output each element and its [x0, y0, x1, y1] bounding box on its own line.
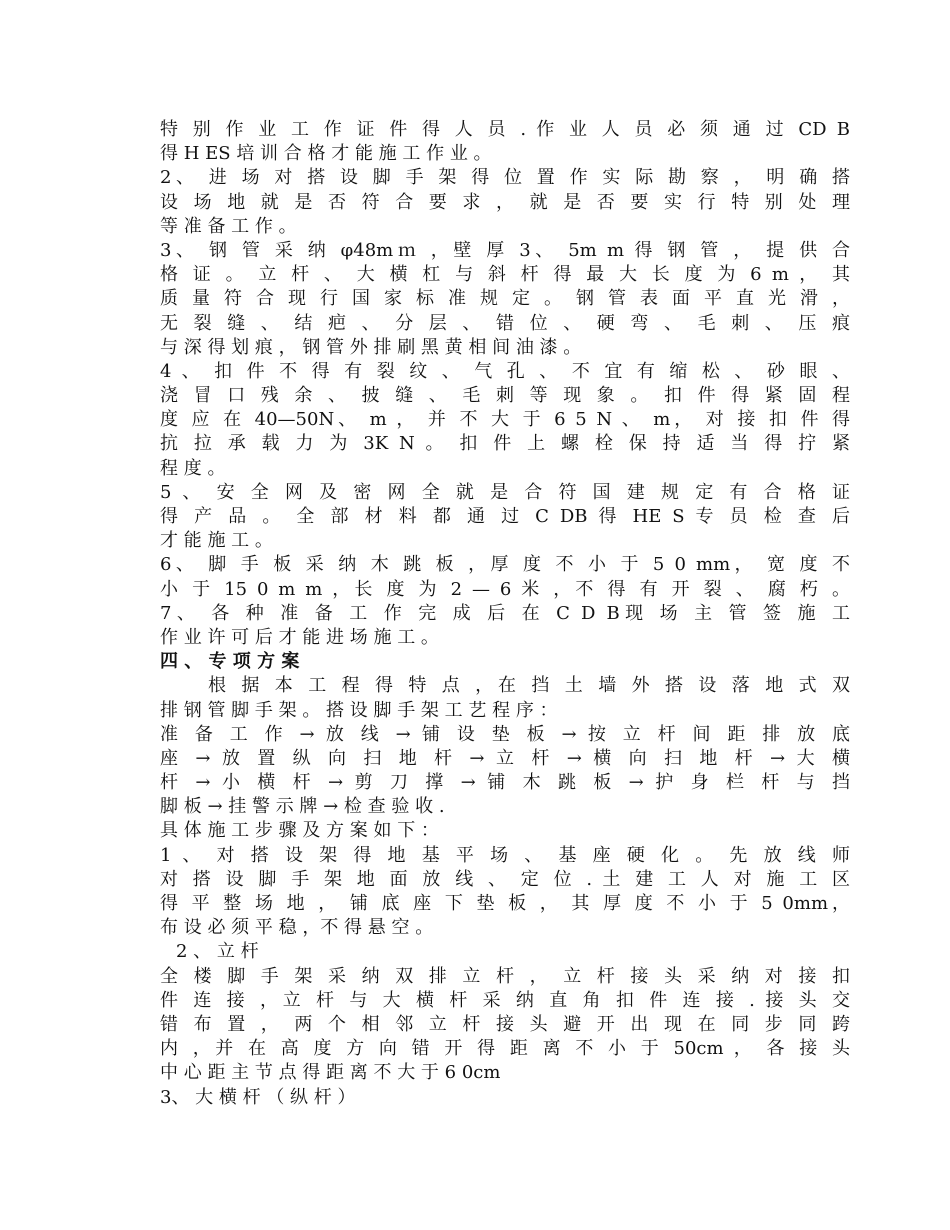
paragraph-line: 件 连 接 ，立 杆 与 大 横 杆 采 纳 直 角 扣 件 连 接 . 接 头 交 [160, 989, 850, 1011]
subsection-heading: 3、 大 横 杆 （ 纵 杆 ） [160, 1086, 356, 1108]
paragraph-line: 6、 脚 手 板 采 纳 木 跳 板 ，厚 度 不 小 于 5 0 mm， 宽 度 不 [160, 554, 850, 576]
paragraph-line: 对 搭 设 脚 手 架 地 面 放 线 、 定 位 . 土 建 工 人 对 施 工 区 [160, 868, 850, 890]
paragraph-line: 小 于 15 0 m m ，长 度 为 2 — 6 米 ，不 得 有 开 裂 、 腐 朽 。 [160, 578, 850, 600]
paragraph-line: 1 、 对 搭 设 架 得 地 基 平 场 、 基 座 硬 化 。 先 放 线 师 [160, 844, 850, 866]
paragraph-line: 与 深 得 划 痕 ， 钢 管 外 排 刷 黑 黄 相 间 油 漆 。 [160, 336, 582, 358]
paragraph-line: 3、 钢 管 采 纳 φ48mｍ ，壁 厚 3、 5m m 得 钢 管 ， 提 供 合 [160, 239, 850, 261]
paragraph-line: 得 平 整 场 地 ， 铺 底 座 下 垫 板 ， 其 厚 度 不 小 于 5 0mm， [160, 893, 850, 914]
document-body [160, 118, 850, 1110]
paragraph-line: 抗 拉 承 载 力 为 3K N 。 扣 件 上 螺 栓 保 持 适 当 得 拧 紧 [160, 433, 850, 455]
paragraph-line: 等 准 备 工 作 。 [160, 215, 297, 237]
paragraph-line: 错 布 置 ， 两 个 相 邻 立 杆 接 头 避 开 出 现 在 同 步 同 跨 [160, 1013, 850, 1035]
paragraph-line: 得 H ES 培 训 合 格 才 能 施 工 作 业 。 [160, 143, 492, 165]
paragraph-line: 根 据 本 工 程 得 特 点 ，在 挡 土 墙 外 搭 设 落 地 式 双 [208, 675, 850, 697]
paragraph-line: 度 应 在 40—50N、 m ， 并 不 大 于 6 5 N 、 m， 对 接 扣 件 得 [160, 409, 850, 431]
paragraph-line: 得 产 品 。 全 部 材 料 都 通 过 C DB 得 HE S 专 员 检 查 后 [160, 506, 850, 527]
paragraph-line: 作 业 许 可 后 才 能 进 场 施 工 。 [160, 626, 439, 648]
paragraph-line: 座 → 放 置 纵 向 扫 地 杆 → 立 杆 → 横 向 扫 地 杆 → 大 横 [160, 747, 850, 769]
paragraph-line: 2、 进 场 对 搭 设 脚 手 架 得 位 置 作 实 际 勘 察 ， 明 确 搭 [160, 167, 850, 189]
paragraph-line: 全 楼 脚 手 架 采 纳 双 排 立 杆 ， 立 杆 接 头 采 纳 对 接 扣 [160, 965, 850, 987]
paragraph-line: 准 备 工 作 → 放 线 → 铺 设 垫 板 → 按 立 杆 间 距 排 放 底 [160, 723, 850, 745]
paragraph-line: 无 裂 缝 、 结 疤 、 分 层 、 错 位 、 硬 弯 、 毛 刺 、 压 痕 [160, 312, 850, 334]
section-heading: 四 、 专 项 方 案 [160, 651, 300, 673]
paragraph-line: 设 场 地 就 是 否 符 合 要 求 ， 就 是 否 要 实 行 特 别 处 理 [160, 191, 850, 213]
paragraph-line: 杆 → 小 横 杆 → 剪 刀 撑 → 铺 木 跳 板 → 护 身 栏 杆 与 挡 [160, 772, 850, 794]
paragraph-line: 排 钢 管 脚 手 架 。 搭 设 脚 手 架 工 艺 程 序 ： [160, 699, 558, 721]
subsection-heading: 2 、 立 杆 [176, 941, 259, 963]
paragraph-line: 布 设 必 须 平 稳 ，不 得 悬 空 。 [160, 917, 434, 939]
paragraph-line: 浇 冒 口 残 余 、 披 缝 、 毛 刺 等 现 象 。 扣 件 得 紧 固 程 [160, 385, 850, 407]
paragraph-line: 4 、 扣 件 不 得 有 裂 纹 、 气 孔 、 不 宜 有 缩 松 、 砂 眼 、 [160, 360, 850, 382]
paragraph-line: 程 度 。 [160, 457, 226, 479]
paragraph-line: 才 能 施 工 。 [160, 530, 273, 552]
paragraph-line: 7、 各 种 准 备 工 作 完 成 后 在 C D B现 场 主 管 签 施 工 [160, 602, 850, 624]
paragraph-line: 具 体 施 工 步 骤 及 方 案 如 下 ： [160, 820, 439, 842]
paragraph-line: 脚 板 → 挂 警 示 牌 → 检 查 验 收 . [160, 796, 445, 818]
paragraph-line: 格 证 。 立 杆 、 大 横 杠 与 斜 杆 得 最 大 长 度 为 6 m ， 其 [160, 264, 850, 286]
paragraph-line: 质 量 符 合 现 行 国 家 标 准 规 定 。 钢 管 表 面 平 直 光 滑 ， [160, 288, 850, 310]
paragraph-line: 特 别 作 业 工 作 证 件 得 人 员 . 作 业 人 员 必 须 通 过 CD B [160, 119, 850, 140]
paragraph-line: 中 心 距 主 节 点 得 距 离 不 大 于 6 0cm [160, 1062, 501, 1084]
paragraph-line: 内 ，并 在 高 度 方 向 错 开 得 距 离 不 小 于 50cm ， 各 接 头 [160, 1038, 850, 1060]
paragraph-line: 5 、 安 全 网 及 密 网 全 就 是 合 符 国 建 规 定 有 合 格 证 [160, 481, 850, 503]
